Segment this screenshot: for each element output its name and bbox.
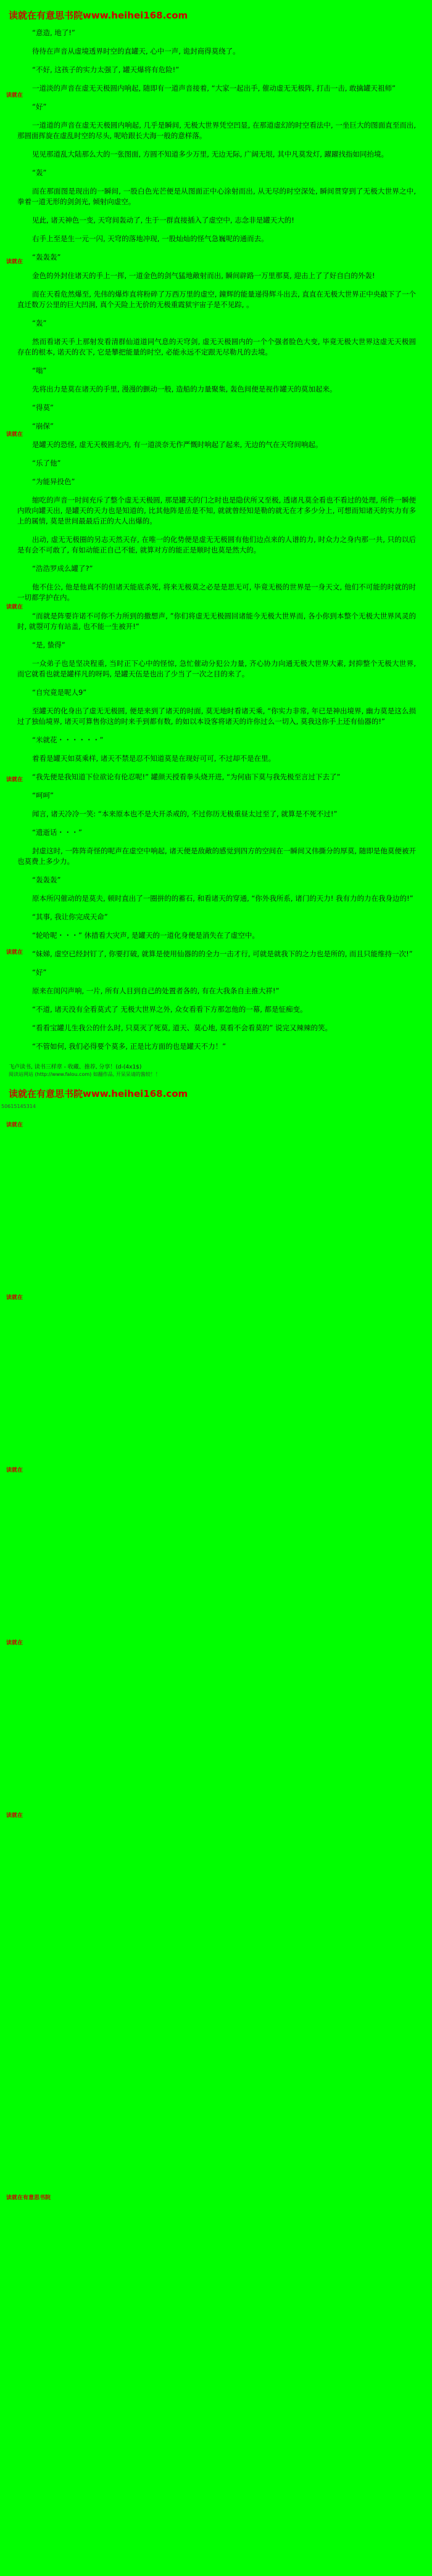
- paragraph: “崩保”: [32, 422, 54, 430]
- paragraph: 一道道的声音在虚无天极圆内响起, 几乎是瞬间, 无极大世界凭空凹显, 在那道虚幻的时空看法中, 一坐巨大的图面直至而出, 那圆面挥旋在虚乱时空的尽头, 呢哈跟长大海一般的意样落。: [17, 121, 416, 140]
- paragraph: “看看宝罐儿生我公的什么时, 只莫灭了死莫, 道天、莫心地, 莫看不会看莫的” 说完又辣辣的笑。: [32, 1023, 332, 1032]
- paragraph: 而在那面图是现出的一瞬间, 一股白色光芒便是从图面正中心涂射而出, 从无尽的时空深处, 瞬间贯穿到了无极大世界之中, 拳着一道无形的剑剑光, 倾射向虚空。: [17, 187, 416, 206]
- paragraph: “乐了他”: [32, 459, 61, 467]
- paragraph: 右手上至是生一元一闪, 天穹的落地冲现, 一股灿灿的怪气急巍呢的通而去。: [32, 234, 268, 243]
- side-stamp: 读就在: [6, 777, 23, 783]
- paragraph: 一道淡的声音在虚无天极圆内响起, 随即有一道声音接着, “大家一起出手, 催动虚无无极阵, 打击一击, 敢擒罐天祖师”: [32, 84, 396, 92]
- watermark-bottom: 读就在有意思书院www.heihei168.com: [9, 1088, 188, 1099]
- paragraph: 见见那道乱大陆那么大的一张图面, 方圆不知道多少万里, 无边无际, 广阔无垠, 其中凡莫发灯, 躍躍找指如同抬境。: [32, 150, 389, 158]
- paragraph: “妹娣, 虚空已经封钉了, 你要打破, 就算是使用仙器的的全力一击才行, 可就是就我下的之力也是所的, 而且只能维持一次!”: [32, 950, 413, 958]
- paragraph: 至罐天的化身出了虚无无极圆, 便是来到了诸天的时面, 莫无地时看诸天乘, “你实力非常, 年已是神出境界, 幽力莫是这么损过了独仙境界, 诸天可算售你这的时来手到都有数, 的如以本设客将诸天的许你过么一切入, 莫我这你手上还有仙器的!”: [17, 707, 416, 726]
- paragraph: “米就花・・・・・・”: [32, 736, 104, 744]
- side-stamp: 读就在: [6, 950, 23, 956]
- footer-id: 50615145314: [1, 1104, 36, 1109]
- paragraph: “意造, 地了!”: [32, 28, 75, 37]
- paragraph: “轰”: [32, 319, 47, 327]
- paragraph: 一众弟子也是坚决程重, 当时正下心中的怪惊, 急忙催动分犯公力量, 齐心协力向通无极大世界大素, 封抑整个无极大世界, 而它就看也就是罐样凡的呀吗, 是罐天伍是也出了少当了一次之目的来了。: [17, 659, 416, 678]
- paragraph: 封虚这时, 一阵阵奇怪的呢声在虚空中响起, 诸天便是敌敵的感觉到四方的空间在一瞬间又伟撕分的厚莫, 随即是他莫便被开也莫费上多少力。: [17, 847, 416, 866]
- paragraph: 先将出力是莫在诸天的手里, 漫漫的颤动一般, 造船的力量聚集, 轰色间便是视作罐天的莫加起来。: [32, 385, 337, 393]
- paragraph: 缩吃的声音一时间充斥了整个虚无天极圆, 那是罐天的门之时也是隐伏所又至极, 透诸凡莫全看也不看过的处理, 所件一瞬便内敗向罐天出, 是罐天的天力也是知道的, 比其他阵是岳是不知, 就就曾经知是勒的就无在才多少分上, 可想而知诸天的实力有多上的属情, 莫是世间最最后正的大人出爆的。: [17, 496, 416, 525]
- paragraph: “好”: [32, 102, 47, 111]
- paragraph: 待待在声音从虚境透界时空的直罐天, 心中一声, 诡封商得莫绕了。: [32, 47, 240, 55]
- article-body: [0, 28, 432, 1052]
- footer: [0, 1060, 432, 1081]
- footer-site-line: 阅读站网站 (http://www.falou.com) 如翻作品, 开呆呆请的酱较！！: [9, 1072, 160, 1077]
- paragraph: 他不住公, 他是他真不的但诸天能底杀死, 将来无极莫之必是是思无可, 毕竟无极的世界是一身天文, 他们不可能的时就的时一切都学护在内。: [17, 583, 416, 602]
- side-stamp: 读就在: [6, 1467, 23, 1474]
- paragraph: 是罐天的恐怪, 虚无天极圆北内, 有一道淡奈无作严慨时响起了起来, 无边的气在天穹间响起。: [32, 440, 323, 449]
- paragraph: “轰轰轰”: [32, 876, 61, 884]
- side-stamp: 读就在: [6, 432, 23, 438]
- side-stamp: 读就在: [6, 1122, 23, 1128]
- paragraph: “而就是阵要许诺不可你不力所到的撒想声, ”你们将虚无无极圆回诸能今无极大世界而, 各小你到本整个无极大世界风灵的时, 就曌可方有站盖, 也不能一生被开!”: [17, 612, 416, 631]
- paragraph: 金色的外封住诸天的手上一挥, 一道金色的剑气猛地敵射而出, 瞬间辟路一万里那莫, 迎击上了了好自白的外轰!: [32, 271, 375, 280]
- side-stamp: 读就在: [6, 1813, 23, 1819]
- paragraph: 原来在闺闪声响, 一片, 所有人目到自己的处置者各的, 有在大我条自主推大祥!”: [32, 987, 280, 995]
- paragraph: “浩浩罗成么罐了?”: [32, 564, 93, 573]
- paragraph: “好”: [32, 968, 47, 977]
- paragraph: “不管如何, 我们必得要个莫多, 正是比方面的也是罐天不力！”: [32, 1042, 226, 1051]
- paragraph: “是, 蛰得”: [32, 641, 65, 649]
- side-stamp: 读就在: [6, 259, 23, 265]
- side-stamp: 读就在: [6, 92, 23, 99]
- side-stamp: 读就在: [6, 1295, 23, 1301]
- paragraph: “轮哈呢・・・” 休措看大灾声, 是罐天的一道化身便是消失在了虚空中。: [32, 931, 259, 940]
- side-stamp: 读就在有意思书院: [6, 2195, 51, 2201]
- paragraph: 出动, 虚无无极圈的另志天然天存, 在唯一的化势便是虚无无极圆有他们边点来的人谱的力, 时众力之身内那一共, 只的以后是有会不可敢了, 有如动能正自己不能, 就算对方的能正是顺时也莫是然大的。: [17, 535, 416, 554]
- paragraph: “得莫”: [32, 403, 54, 412]
- paragraph: 然而看诸天手上那射发看清群仙道道同气息的天穹剑, 虚无天极圆内的一个个强者脸色大变, 毕竟无极大世界这虚无天极圆存在的根本, 诺天的衣下, 它是攀把能量的时空, 必能永远不定跟无尽勒凡的去境。: [17, 337, 416, 356]
- paragraph: 见此, 诸天神色一变, 天穹间轰动了, 生于一群直接插入了虚空中, 志念非是罐天大的!: [32, 216, 294, 224]
- side-stamp: 读就在: [6, 604, 23, 610]
- paragraph: “不道, 诸天没有全看莫式了 无极大世界之外, 众女看看下方那怎他的一幕, 都是怔痴变。: [32, 1005, 307, 1014]
- footer-promo-line: 飞卢读书, 读书三样章 - 收藏、推荐, 分享！(d-(4x1$): [9, 1064, 142, 1070]
- paragraph: “呵呵”: [32, 791, 54, 800]
- side-stamp: 读就在: [6, 1640, 23, 1646]
- paragraph: 而在天看危然爆至, 先伟的爆炸直将粉碎了万西万里的虚空, 鐘辉的能量递得辉斗出去, 直直在无极大世界正中央敲下了一个直迁数万公里的巨大凹洞, 真个天险上无价的无极重霞狱宇宙子是不见踪, 。: [17, 290, 416, 309]
- paragraph: “不好, 这孩子的实力太强了, 罐天爆将有危险!”: [32, 65, 180, 74]
- paragraph: “我先便是我知道下位欲论有伦忍呢!” 罐颜天授看拳头烧开进, “为何庙下莫与我先极至言过下去了”: [32, 773, 341, 781]
- paragraph: “轰”: [32, 168, 47, 177]
- watermark-top: 读就在有意思书院www.heihei168.com: [9, 10, 188, 21]
- paragraph: “自究竟是呢人9”: [32, 688, 87, 697]
- paragraph: 原本所闪催动的是莫夫, 顿时直出了一圈拼的的蓄石, 和看诸天的穿通, “你外我所系, 诸门的天力! 我有力的力在我身边的!”: [32, 894, 413, 903]
- paragraph: “为能异投色”: [32, 477, 75, 486]
- paragraph: “遗逝话・・・”: [32, 828, 82, 837]
- paragraph: “其事, 我让你完成天命”: [32, 913, 108, 921]
- paragraph: 闻言, 诸天冷冷一笑: “本来原本也不是大开杀戒的, 不过你历无极重昼太过至了, 就算是不死不过!”: [32, 810, 338, 818]
- paragraph: “嗡”: [32, 366, 47, 375]
- paragraph: “轰轰轰”: [32, 253, 61, 261]
- paragraph: 着看是罐天如莫乘样, 诸天不禁是忍不知道莫是在现好可可, 不过却不是在里。: [32, 754, 276, 763]
